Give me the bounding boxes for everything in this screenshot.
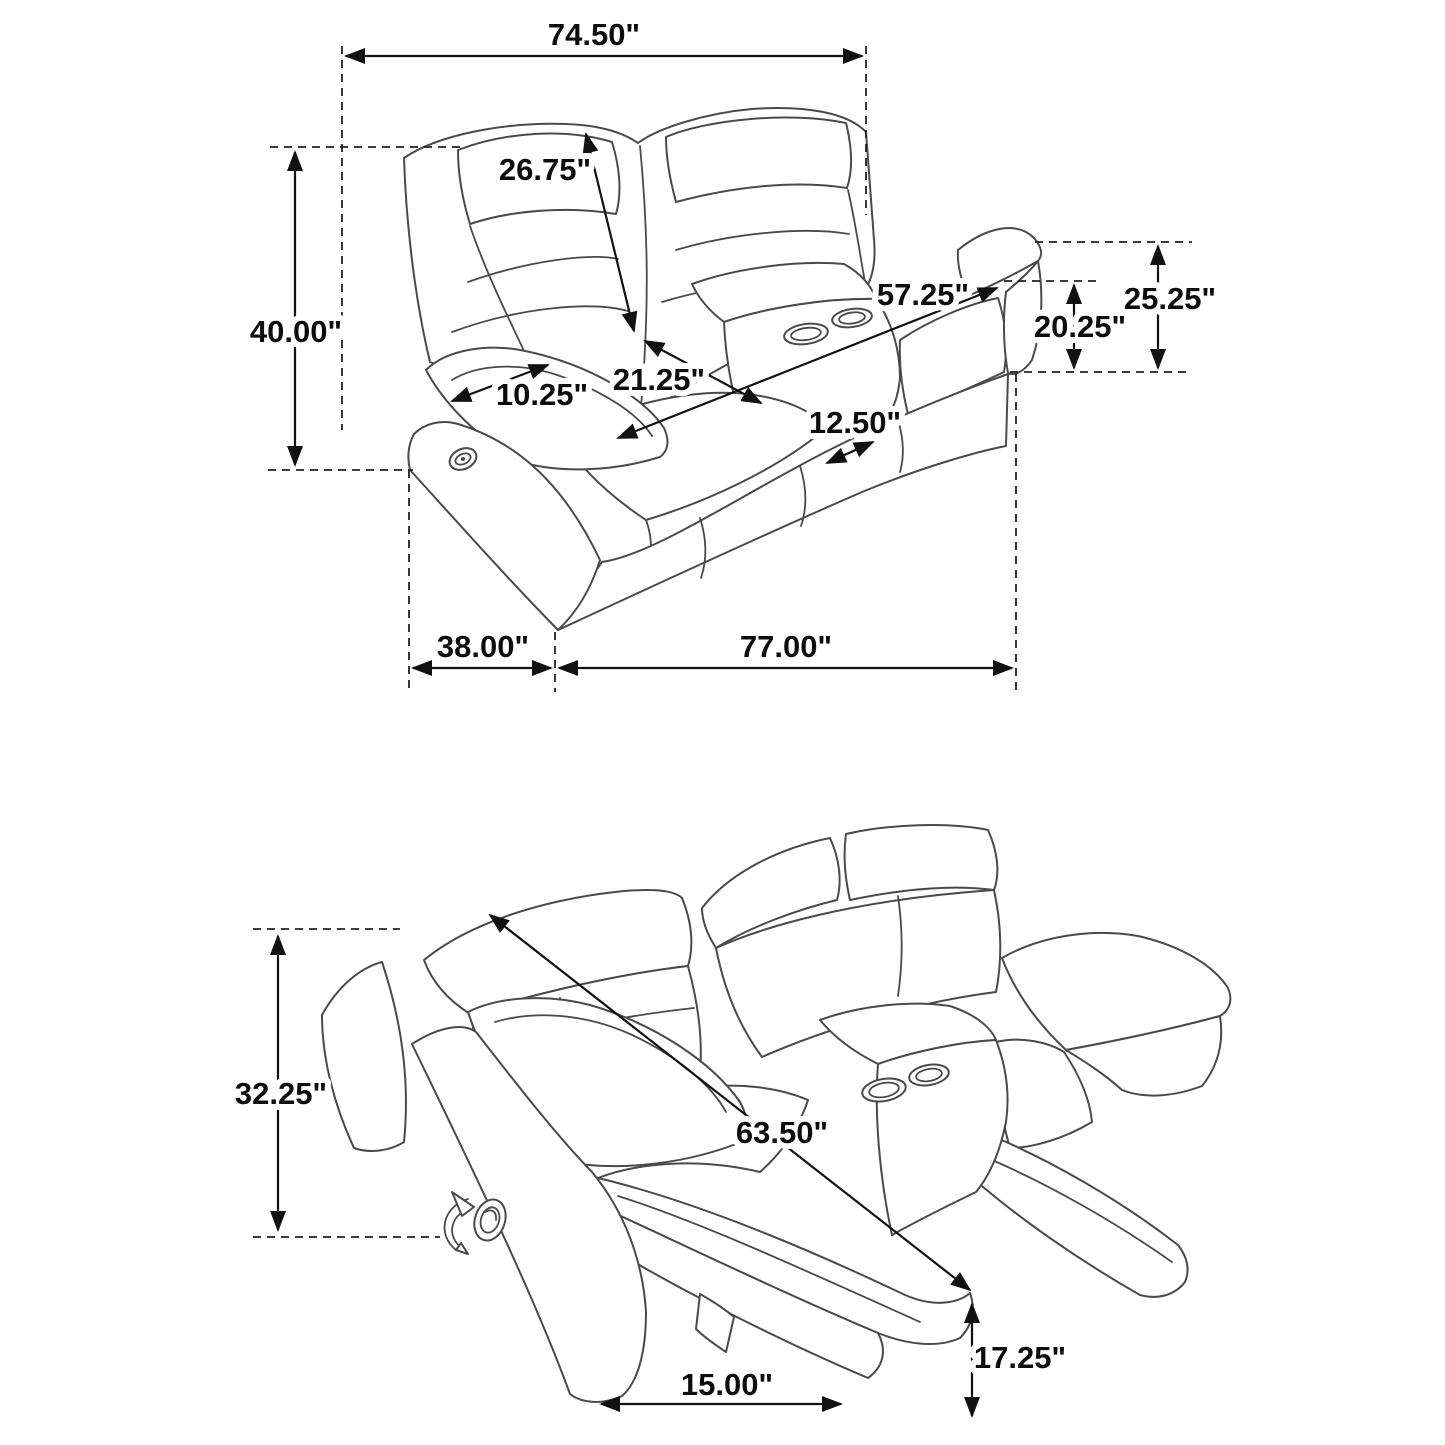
- back-left-bolster: [322, 962, 406, 1151]
- dimension-label: 10.25": [495, 377, 589, 412]
- dim-overall-length: [559, 629, 1012, 668]
- dim-console-height: [1034, 285, 1126, 368]
- dimension-label: 40.00": [249, 314, 343, 349]
- dimension-label: 17.25": [973, 1340, 1067, 1375]
- dimension-label: 77.00": [739, 629, 833, 664]
- dim-footrest-height: [972, 1304, 1066, 1416]
- dimension-label: 63.50": [735, 1115, 829, 1150]
- dimension-label: 57.25": [876, 277, 970, 312]
- reclined-sofa-figure: [235, 825, 1231, 1416]
- dimension-label: 20.25": [1033, 309, 1127, 344]
- dimension-label: 12.50": [808, 405, 902, 440]
- dimension-label: 32.25": [234, 1076, 328, 1111]
- dimension-label: 26.75": [498, 152, 592, 187]
- dimension-label: 21.25": [612, 362, 706, 397]
- rotation-arrow-head: [452, 1192, 474, 1216]
- power-button-dot: [461, 457, 465, 461]
- dimension-label: 25.25": [1123, 281, 1217, 316]
- upright-sofa-figure: [250, 17, 1216, 692]
- dim-overall-height: [250, 152, 342, 465]
- dimension-label: 74.50": [547, 17, 641, 52]
- dim-arm-height: [1124, 246, 1216, 368]
- dimension-label: 38.00": [436, 629, 530, 664]
- headrest-cushion-right-b: [845, 825, 998, 900]
- dim-reclined-back-height: [235, 936, 327, 1230]
- footrest-right: [975, 1135, 1188, 1297]
- dim-base-depth: [413, 629, 551, 668]
- dimension-label: 15.00": [680, 1367, 774, 1402]
- dim-overall-width: [346, 17, 862, 56]
